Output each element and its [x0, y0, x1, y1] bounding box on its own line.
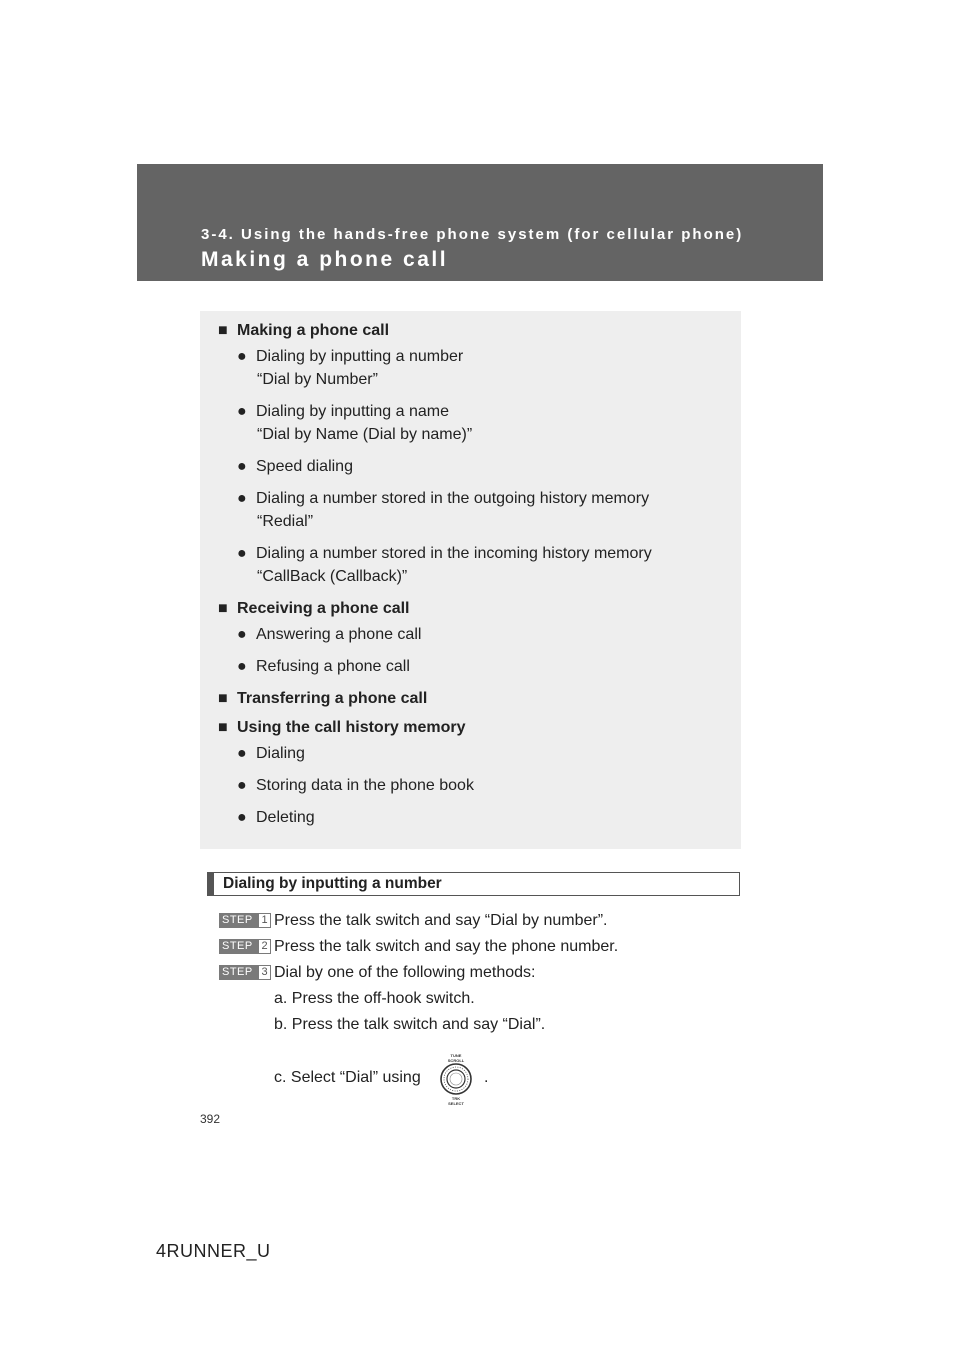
list-item: ● Storing data in the phone book: [237, 777, 474, 794]
list-item: ● Speed dialing: [237, 458, 353, 475]
round-bullet-icon: ●: [237, 458, 247, 475]
method-c: c. Select “Dial” using: [274, 1069, 421, 1086]
header-band: [137, 164, 823, 281]
round-bullet-icon: ●: [237, 777, 247, 794]
round-bullet-icon: ●: [237, 626, 247, 643]
knob-label-bottom-2: SELECT: [448, 1101, 464, 1106]
list-item: ● Deleting: [237, 809, 315, 826]
summary-heading-making: ■ Making a phone call: [218, 322, 390, 339]
round-bullet-icon: ●: [237, 403, 247, 420]
method-c-end: .: [484, 1069, 489, 1086]
step-badge-1: STEP 1: [219, 913, 271, 928]
round-bullet-icon: ●: [237, 490, 247, 507]
step-badge-3: STEP 3: [219, 965, 271, 980]
summary-heading-transferring: ■ Transferring a phone call: [218, 690, 428, 707]
knob-label-bottom-1: TRK: [451, 1096, 461, 1101]
round-bullet-icon: ●: [237, 745, 247, 762]
voice-command: “CallBack (Callback)”: [257, 568, 408, 585]
square-bullet-icon: ■: [218, 600, 228, 617]
voice-command: “Redial”: [257, 513, 314, 530]
dialing-section-title: Dialing by inputting a number: [223, 875, 442, 892]
page-title: Making a phone call: [201, 248, 449, 271]
list-item: ● Dialing a number stored in the incoming history memory: [237, 545, 652, 562]
round-bullet-icon: ●: [237, 545, 247, 562]
list-item: ● Dialing: [237, 745, 305, 762]
list-item: ● Answering a phone call: [237, 626, 422, 643]
summary-heading-receiving: ■ Receiving a phone call: [218, 600, 410, 617]
summary-box: [200, 311, 741, 849]
dialing-section-heading: [207, 872, 740, 896]
step-2-text: Press the talk switch and say the phone number.: [274, 938, 619, 955]
summary-heading-history: ■ Using the call history memory: [218, 719, 466, 736]
model-code: 4RUNNER_U: [156, 1241, 271, 1261]
list-item: ● Dialing by inputting a number: [237, 348, 464, 365]
round-bullet-icon: ●: [237, 348, 247, 365]
voice-command: “Dial by Number”: [257, 371, 378, 388]
square-bullet-icon: ■: [218, 322, 228, 339]
list-item: ● Dialing a number stored in the outgoing history memory: [237, 490, 650, 507]
heading-accent-bar: [208, 873, 214, 895]
step-1-text: Press the talk switch and say “Dial by number”.: [274, 912, 608, 929]
knob-label-top-1: TUNE: [450, 1053, 462, 1058]
section-label: 3-4. Using the hands-free phone system (for cellular phone): [201, 226, 744, 243]
step-3-text: Dial by one of the following methods:: [274, 964, 536, 981]
square-bullet-icon: ■: [218, 719, 228, 736]
method-a: a. Press the off-hook switch.: [274, 990, 475, 1007]
list-item: ● Refusing a phone call: [237, 658, 410, 675]
tune-select-knob-icon: [433, 1050, 479, 1108]
round-bullet-icon: ●: [237, 658, 247, 675]
square-bullet-icon: ■: [218, 690, 228, 707]
step-badge-2: STEP 2: [219, 939, 271, 954]
round-bullet-icon: ●: [237, 809, 247, 826]
method-b: b. Press the talk switch and say “Dial”.: [274, 1016, 546, 1033]
page-number: 392: [200, 1112, 221, 1126]
voice-command: “Dial by Name (Dial by name)”: [257, 426, 473, 443]
list-item: ● Dialing by inputting a name: [237, 403, 450, 420]
knob-label-top-2: SCROLL: [447, 1058, 465, 1063]
